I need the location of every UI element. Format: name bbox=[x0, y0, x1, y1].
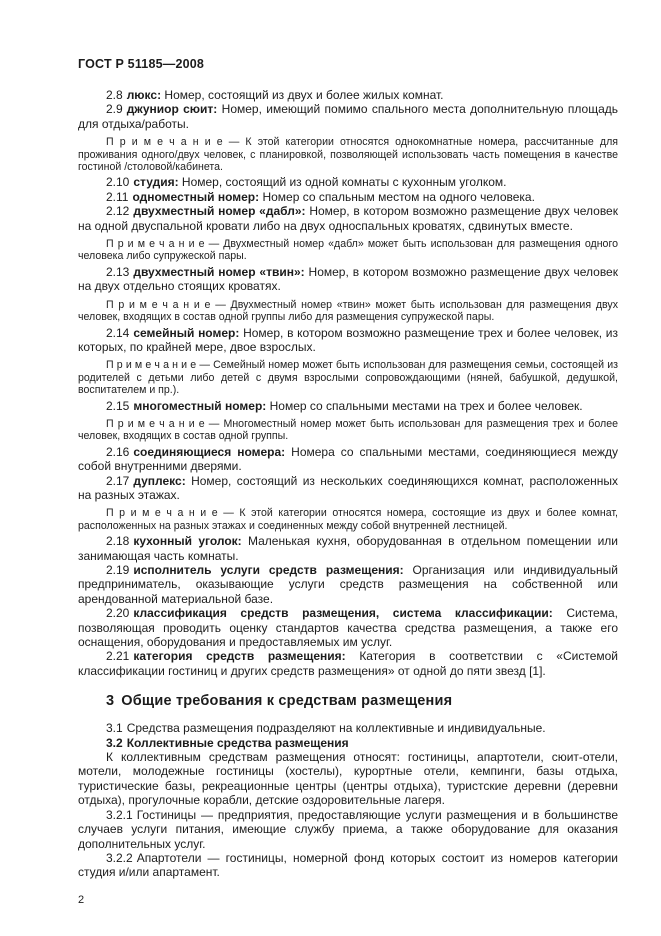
term-text: Номер со спальным местом на одного человека. bbox=[262, 189, 535, 204]
note-text: — Двухместный номер «твин» может быть использован для размещения двух человек, входящих в состав одной группы либо для размещения супружеской пары. bbox=[78, 298, 619, 324]
term-definition bbox=[78, 474, 618, 503]
term-text: Категория в соответствии с «Системой классификации гостиниц и других средств размещения» от одной до пяти звезд [1]. bbox=[78, 649, 618, 678]
clause-number: 2.11 bbox=[106, 189, 129, 204]
section-title: Общие требования к средствам размещения bbox=[121, 693, 453, 710]
note-label: П р и м е ч а н и е bbox=[106, 359, 197, 372]
section-number: 3 bbox=[106, 693, 115, 710]
clause-number: 2.19 bbox=[106, 563, 130, 577]
note-label: П р и м е ч а н и е bbox=[106, 238, 205, 251]
clause-number: 3.2 bbox=[106, 735, 123, 750]
term-definition bbox=[78, 534, 618, 563]
note-label: П р и м е ч а н и е bbox=[106, 136, 223, 149]
paragraph-text: Коллективные средства размещения bbox=[126, 735, 349, 750]
note-label: П р и м е ч а н и е bbox=[106, 298, 211, 311]
body-paragraph bbox=[78, 851, 618, 880]
term-name: категория средств размещения: bbox=[133, 649, 346, 664]
note-label: П р и м е ч а н и е bbox=[106, 417, 205, 430]
term-name: студия: bbox=[133, 175, 179, 190]
term-name: исполнитель услуги средств размещения: bbox=[133, 563, 404, 577]
term-text: Номер, в котором возможно размещение двух человек на одной двуспальной кровати либо на двух односпальных кроватях, сдвинутых вместе. bbox=[78, 204, 618, 233]
term-definition bbox=[78, 649, 618, 678]
body-paragraph bbox=[78, 808, 618, 851]
clause-number: 2.16 bbox=[106, 444, 130, 459]
clause-number: 2.9 bbox=[106, 102, 123, 117]
note-paragraph bbox=[78, 359, 618, 396]
note-paragraph bbox=[78, 418, 618, 443]
clause-number: 3.2.2 bbox=[106, 850, 133, 865]
term-name: одноместный номер: bbox=[132, 189, 260, 204]
clause-number: 2.12 bbox=[106, 204, 130, 219]
paragraph-text: Апартотели — гостиницы, номерной фонд которых состоит из номеров категории студия и/или апартамент. bbox=[78, 850, 618, 880]
body-paragraph bbox=[78, 750, 618, 808]
term-text: Система, позволяющая проводить оценку стандартов качества средства размещения, а также его оснащения, оборудования и предоставляемых им услуг. bbox=[78, 606, 618, 650]
term-name: двухместный номер «дабл»: bbox=[133, 204, 306, 219]
clause-number: 2.20 bbox=[106, 606, 130, 621]
note-text: — Семейный номер может быть использован для размещения семьи, состоящей из родителей с детьми либо детей с двумя взрослыми сопровождающими (няней, бабушкой, дедушкой, воспитателем и пр.). bbox=[78, 359, 618, 397]
paragraph-text: К коллективным средствам размещения относят: гостиницы, апартотели, сюит-отели, мотели, молодежные гостиницы (хостелы), курортные отели, кемпинги, базы отдыха, туристические базы, рекреационные центры (центры отдыха), туристские деревни (деревни отдыха), прогулочные корабли, детские оздоровительные лагеря. bbox=[78, 750, 618, 808]
term-text: Номер, в котором возможно размещение двух человек на двух отдельно стоящих кроватях. bbox=[78, 264, 618, 294]
term-name: двухместный номер «твин»: bbox=[133, 264, 305, 279]
term-text: Номера со спальными местами, соединяющиеся между собой внутренними дверями. bbox=[78, 444, 618, 474]
clause-number: 2.13 bbox=[106, 264, 130, 279]
term-text: Номер со спальными местами на трех и более человек. bbox=[269, 398, 583, 413]
clause-number: 3.1 bbox=[106, 721, 123, 736]
term-name: джуниор сюит: bbox=[126, 102, 218, 117]
body-paragraph bbox=[78, 721, 618, 735]
clause-number: 2.18 bbox=[106, 534, 130, 549]
note-paragraph bbox=[78, 136, 618, 173]
note-text: — К этой категории относятся однокомнатные номера, рассчитанные для проживания одного/двух человек, с планировкой, позволяющей использовать часть помещения в качестве гостиной /столовой/кабинета. bbox=[78, 136, 618, 174]
term-name: соединяющиеся номера: bbox=[133, 444, 286, 459]
term-name: кухонный уголок: bbox=[133, 534, 242, 549]
section-heading bbox=[78, 693, 618, 709]
note-label: П р и м е ч а н и е bbox=[106, 507, 218, 520]
clause-number: 2.17 bbox=[106, 473, 130, 488]
term-name: семейный номер: bbox=[133, 325, 240, 340]
note-paragraph bbox=[78, 507, 618, 532]
term-definition bbox=[78, 175, 618, 189]
term-definition bbox=[78, 399, 618, 413]
note-paragraph bbox=[78, 299, 618, 324]
term-text: Номер, состоящий из нескольких соединяющихся комнат, расположенных на разных этажах. bbox=[78, 473, 619, 502]
term-definition bbox=[78, 88, 618, 102]
term-text: Номер, состоящий из одной комнаты с кухонным уголком. bbox=[181, 175, 507, 190]
term-text: Номер, в котором возможно размещение трех и более человек, из которых, по крайней мере, двое взрослых. bbox=[78, 325, 618, 354]
clause-number: 2.21 bbox=[106, 649, 130, 664]
term-text: Номер, имеющий помимо спального места дополнительную площадь для отдыха/работы. bbox=[78, 102, 618, 131]
note-text: — К этой категории относятся номера, состоящие из двух и более комнат, расположенных на разных этажах и соединенных между собой внутренней лестницей. bbox=[78, 507, 618, 532]
term-name: люкс: bbox=[126, 88, 162, 102]
term-definition bbox=[78, 190, 618, 204]
body-paragraph bbox=[78, 736, 618, 750]
note-text: — Двухместный номер «дабл» может быть использован для размещения одного человека либо супружеской пары. bbox=[78, 238, 618, 263]
term-definition bbox=[78, 606, 618, 649]
clause-number: 2.10 bbox=[106, 175, 130, 190]
clause-number: 2.8 bbox=[106, 88, 123, 102]
clause-number: 2.14 bbox=[106, 325, 130, 340]
term-name: многоместный номер: bbox=[133, 398, 267, 413]
term-text: Организация или индивидуальный предприниматель, оказывающие услуги средств размещения на собственной или арендованной материальной базе. bbox=[78, 563, 618, 606]
page-number: 2 bbox=[78, 893, 85, 906]
document-body bbox=[78, 88, 618, 880]
term-text: Маленькая кухня, оборудованная в отдельном помещении или занимающая часть комнаты. bbox=[78, 534, 619, 563]
term-definition bbox=[78, 265, 618, 294]
clause-number: 3.2.1 bbox=[106, 807, 133, 822]
clause-number: 2.15 bbox=[106, 398, 130, 413]
paragraph-text: Средства размещения подразделяют на коллективные и индивидуальные. bbox=[126, 721, 546, 736]
term-definition bbox=[78, 326, 618, 355]
note-paragraph bbox=[78, 238, 618, 263]
term-definition bbox=[78, 102, 618, 131]
term-definition bbox=[78, 563, 618, 606]
term-name: дуплекс: bbox=[133, 473, 186, 488]
term-text: Номер, состоящий из двух и более жилых комнат. bbox=[164, 88, 444, 102]
term-definition bbox=[78, 445, 618, 474]
term-name: классификация средств размещения, система классификации: bbox=[133, 606, 553, 621]
note-text: — Многоместный номер может быть использован для размещения трех и более человек, входящих в состав одной группы. bbox=[78, 417, 618, 443]
document-header: ГОСТ Р 51185—2008 bbox=[78, 57, 205, 71]
term-definition bbox=[78, 204, 618, 233]
paragraph-text: Гостиницы — предприятия, предоставляющие услуги размещения и в большинстве случаев услуги питания, имеющие службу приема, а также оборудование для оказания дополнительных услуг. bbox=[78, 807, 618, 851]
